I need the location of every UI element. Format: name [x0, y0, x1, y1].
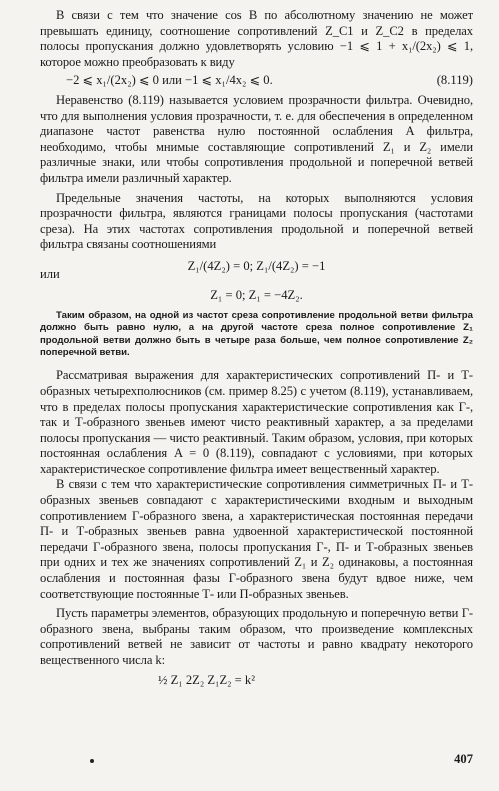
paragraph-cutoff-frequencies: Предельные значения частоты, на которых выполняются условия прозрачности фильтра, являются границами полосы пропускания (частотами среза). На этих частотах сопротивления продольной и поперечной ветвей фильтра связаны соотношениями — [40, 190, 473, 252]
paragraph-characteristic-impedance: Рассматривая выражения для характеристических сопротивлений П- и Т-образных четырехполюсников (см. пример 8.25) с учетом (8.119), устанавливаем, что в пределах полосы пропускания характеристические сопротивления как Г-, так и Т-образного звеньев имеют чисто реактивный характер, а за пределами полосы пропускания — чисто реактивный. Таким образом, условия, при которых постоянная ослабления A = 0 (8.119), совпадают с условиями, при которых характеристическое сопротивление фильтра имеет вещественный характер. — [40, 368, 473, 476]
paragraph-symmetric-sections: В связи с тем что характеристические сопротивления симметричных П- и Т-образных звеньев совпадают с характеристическими входным и выходным сопротивлением Г-образного звена, а характеристическая постоянная передачи П- и Т-образных звеньев равна удвоенной характеристической постоянной передачи Г-образного звена, полосы пропускания Г-, П- и Т-образных звеньев при одних и тех же значениях сопротивлений Z₁ и Z₂ одинаковы, а постоянная ослабления и постоянная фазы Г-образного звена будут вдвое ниже, чем соответствующие постоянные Т- или П-образных звеньев. — [40, 477, 473, 601]
equation-8-119-body: −2 ⩽ x₁/(2x₂) ⩽ 0 или −1 ⩽ x₁/4x₂ ⩽ 0. — [66, 73, 273, 88]
paragraph-transparency-condition: Неравенство (8.119) называется условием прозрачности фильтра. Очевидно, что для выполнения условия прозрачности, т. е. для обеспечения в определенном диапазоне частот равенства нулю постоянной ослабления A фильтра, необходимо, чтобы мнимые составляющие сопротивлений Z₁ и Z₂ имели различные знаки, или чтобы сопротивления продольной и поперечной ветвей фильтра имели различный характер. — [40, 92, 473, 185]
word-or: или — [40, 266, 60, 281]
equation-8-119 — [40, 73, 473, 89]
paragraph-transparency-intro: В связи с тем что значение cos B по абсолютному значению не может превышать единицу, соотношение сопротивлений Z_C1 и Z_C2 в пределах полосы пропускания должно удовлетворять условию −1 ⩽ 1 + x₁/(2x₂) ⩽ 1, которое можно преобразовать к виду — [40, 8, 473, 69]
equation-number: (8.119) — [436, 73, 473, 88]
equation-cutoff-values: Z₁ = 0; Z₁ = −4Z₂. — [210, 288, 303, 303]
equation-k-squared: ½ Z₁ 2Z₂ Z₁Z₂ = k² — [158, 672, 255, 687]
print-dot-mark — [90, 759, 94, 763]
page-number: 407 — [454, 752, 473, 766]
bold-summary-note: Таким образом, на одной из частот среза сопротивление продольной ветви фильтра должно быть равно нулю, а на другой частоте среза полное сопротивление Z₁ продольной ветви должно быть в четыре раза больше, чем полное сопротивление Z₂ поперечной ветви. — [40, 309, 473, 358]
paragraph-k-parameter: Пусть параметры элементов, образующих продольную и поперечную ветви Г-образного звена, выбраны таким образом, что произведение комплексных сопротивлений ветвей не зависит от частоты и равно квадрату некоторого вещественного числа k: — [40, 606, 473, 667]
equation-cutoff-ratios: Z₁/(4Z₂) = 0; Z₁/(4Z₂) = −1 — [187, 258, 326, 273]
